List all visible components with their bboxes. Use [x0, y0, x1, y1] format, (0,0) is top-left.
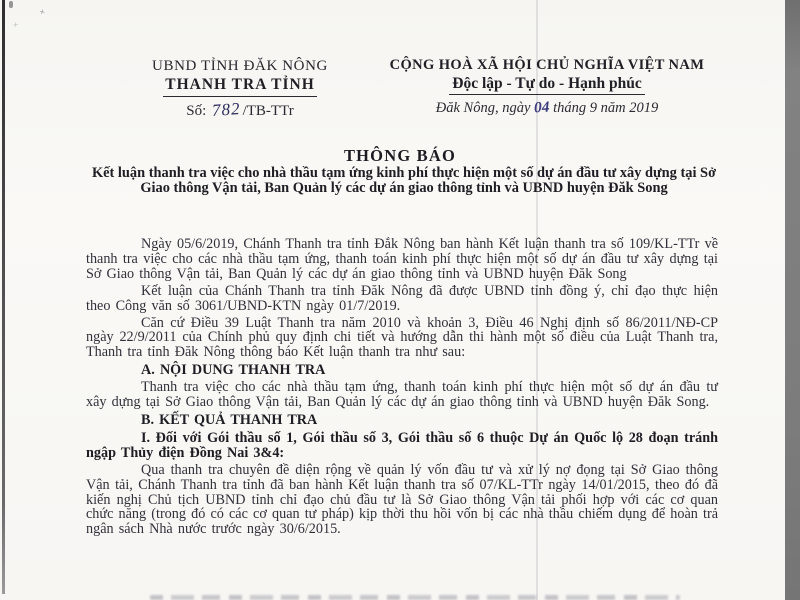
scan-right-strip — [785, 0, 800, 600]
paragraph-approval: Kết luận của Chánh Thanh tra tỉnh Đăk Nông đã được UBND tỉnh đồng ý, chỉ đạo thực hiện theo Công văn số 3061/UBND-KTN ngày 01/7/2019. — [86, 282, 718, 314]
document-number-suffix: /TB-TTr — [242, 103, 294, 119]
document-title: THÔNG BÁO — [343, 146, 457, 165]
org-parent-name: UBND TỈNH ĐĂK NÔNG — [152, 58, 328, 74]
cutoff-text-line-remnant — [150, 595, 680, 600]
scan-corner-mark — [9, 1, 13, 8]
section-a-heading: A. NỘI DUNG THANH TRA — [141, 362, 326, 379]
dust-speck: + — [37, 6, 47, 19]
national-header-block — [378, 57, 716, 117]
document-number-handwritten: 782 — [211, 99, 242, 120]
dateline-prefix: Đăk Nông, ngày — [435, 100, 531, 116]
issuing-org-block — [112, 58, 368, 120]
national-motto: Độc lập - Tự do - Hạnh phúc — [449, 75, 644, 95]
document-number-line — [112, 100, 368, 120]
dateline-day-handwritten: 04 — [533, 98, 550, 117]
paragraph-legal-basis: Căn cứ Điều 39 Luật Thanh tra năm 2010 và khoản 3, Điều 46 Nghị định số 86/2011/NĐ-CP ngày 22/9/2011 của Chính phủ quy định chi tiết và hướng dẫn thi hành một số điều của Luật Thanh tra, Thanh tra tỉnh Đăk Nông thông báo Kết luận thanh tra như sau: — [86, 314, 718, 361]
document-body — [86, 237, 718, 539]
paragraph-intro: Ngày 05/6/2019, Chánh Thanh tra tỉnh Đắk Nông ban hành Kết luận thanh tra số 109/KL-TTr về thanh tra việc cho các nhà thầu tạm ứng, thanh toán kinh phí thực hiện một số dự án đầu tư xây dựng tại Sở Giao thông Vận tải, Ban Quản lý các dự án giao thông tỉnh và UBND huyện Đăk Song — [86, 236, 718, 282]
document-number-prefix: Số: — [186, 103, 207, 119]
national-title: CỘNG HOÀ XÃ HỘI CHỦ NGHĨA VIỆT NAM — [389, 57, 705, 73]
dust-speck: + — [12, 19, 20, 32]
item-i-heading: I. Đối với Gói thầu số 1, Gói thầu số 3, Gói thầu số 6 thuộc Dự án Quốc lộ 28 đoạn tránh ngập Thủy điện Đồng Nai 3&4: — [86, 429, 718, 461]
dateline-suffix: tháng 9 năm 2019 — [553, 100, 659, 116]
document-subtitle: Kết luận thanh tra việc cho nhà thầu tạm ứng kinh phí thực hiện một số dự án đầu tư xây dựng tại Sở Giao thông Vận tải, Ban Quản lý các dự án giao thông tỉnh và UBND huyện Đăk Song — [91, 165, 717, 197]
section-b-heading: B. KẾT QUẢ THANH TRA — [141, 411, 318, 428]
scan-left-edge — [2, 0, 5, 594]
paragraph-findings: Qua thanh tra chuyên đề diện rộng về quản lý vốn đầu tư và xử lý nợ đọng tại Sở Giao thông Vận tải, Chánh Thanh tra tỉnh đã ban hành Kết luận thanh tra số 07/KL-TTr ngày 14/01/2015, theo đó đã kiến nghị Chủ tịch UBND tỉnh chỉ đạo chủ đầu tư là Sở Giao thông Vận tải phối hợp với các cơ quan chức năng (trong đó có các cơ quan tư pháp) kịp thời thu hồi vốn bị các nhà thầu chiếm dụng để hoàn trả ngân sách Nhà nước trước ngày 30/6/2015. — [86, 461, 718, 538]
dateline — [378, 99, 716, 117]
org-name: THANH TRA TỈNH — [163, 76, 317, 97]
paragraph-scope: Thanh tra việc cho các nhà thầu tạm ứng, thanh toán kinh phí thực hiện một số dự án đầu tư xây dựng tại Sở Giao thông Vận tải, Ban Quản lý các dự án giao thông tỉnh và UBND huyện Đăk Song. — [86, 379, 718, 411]
